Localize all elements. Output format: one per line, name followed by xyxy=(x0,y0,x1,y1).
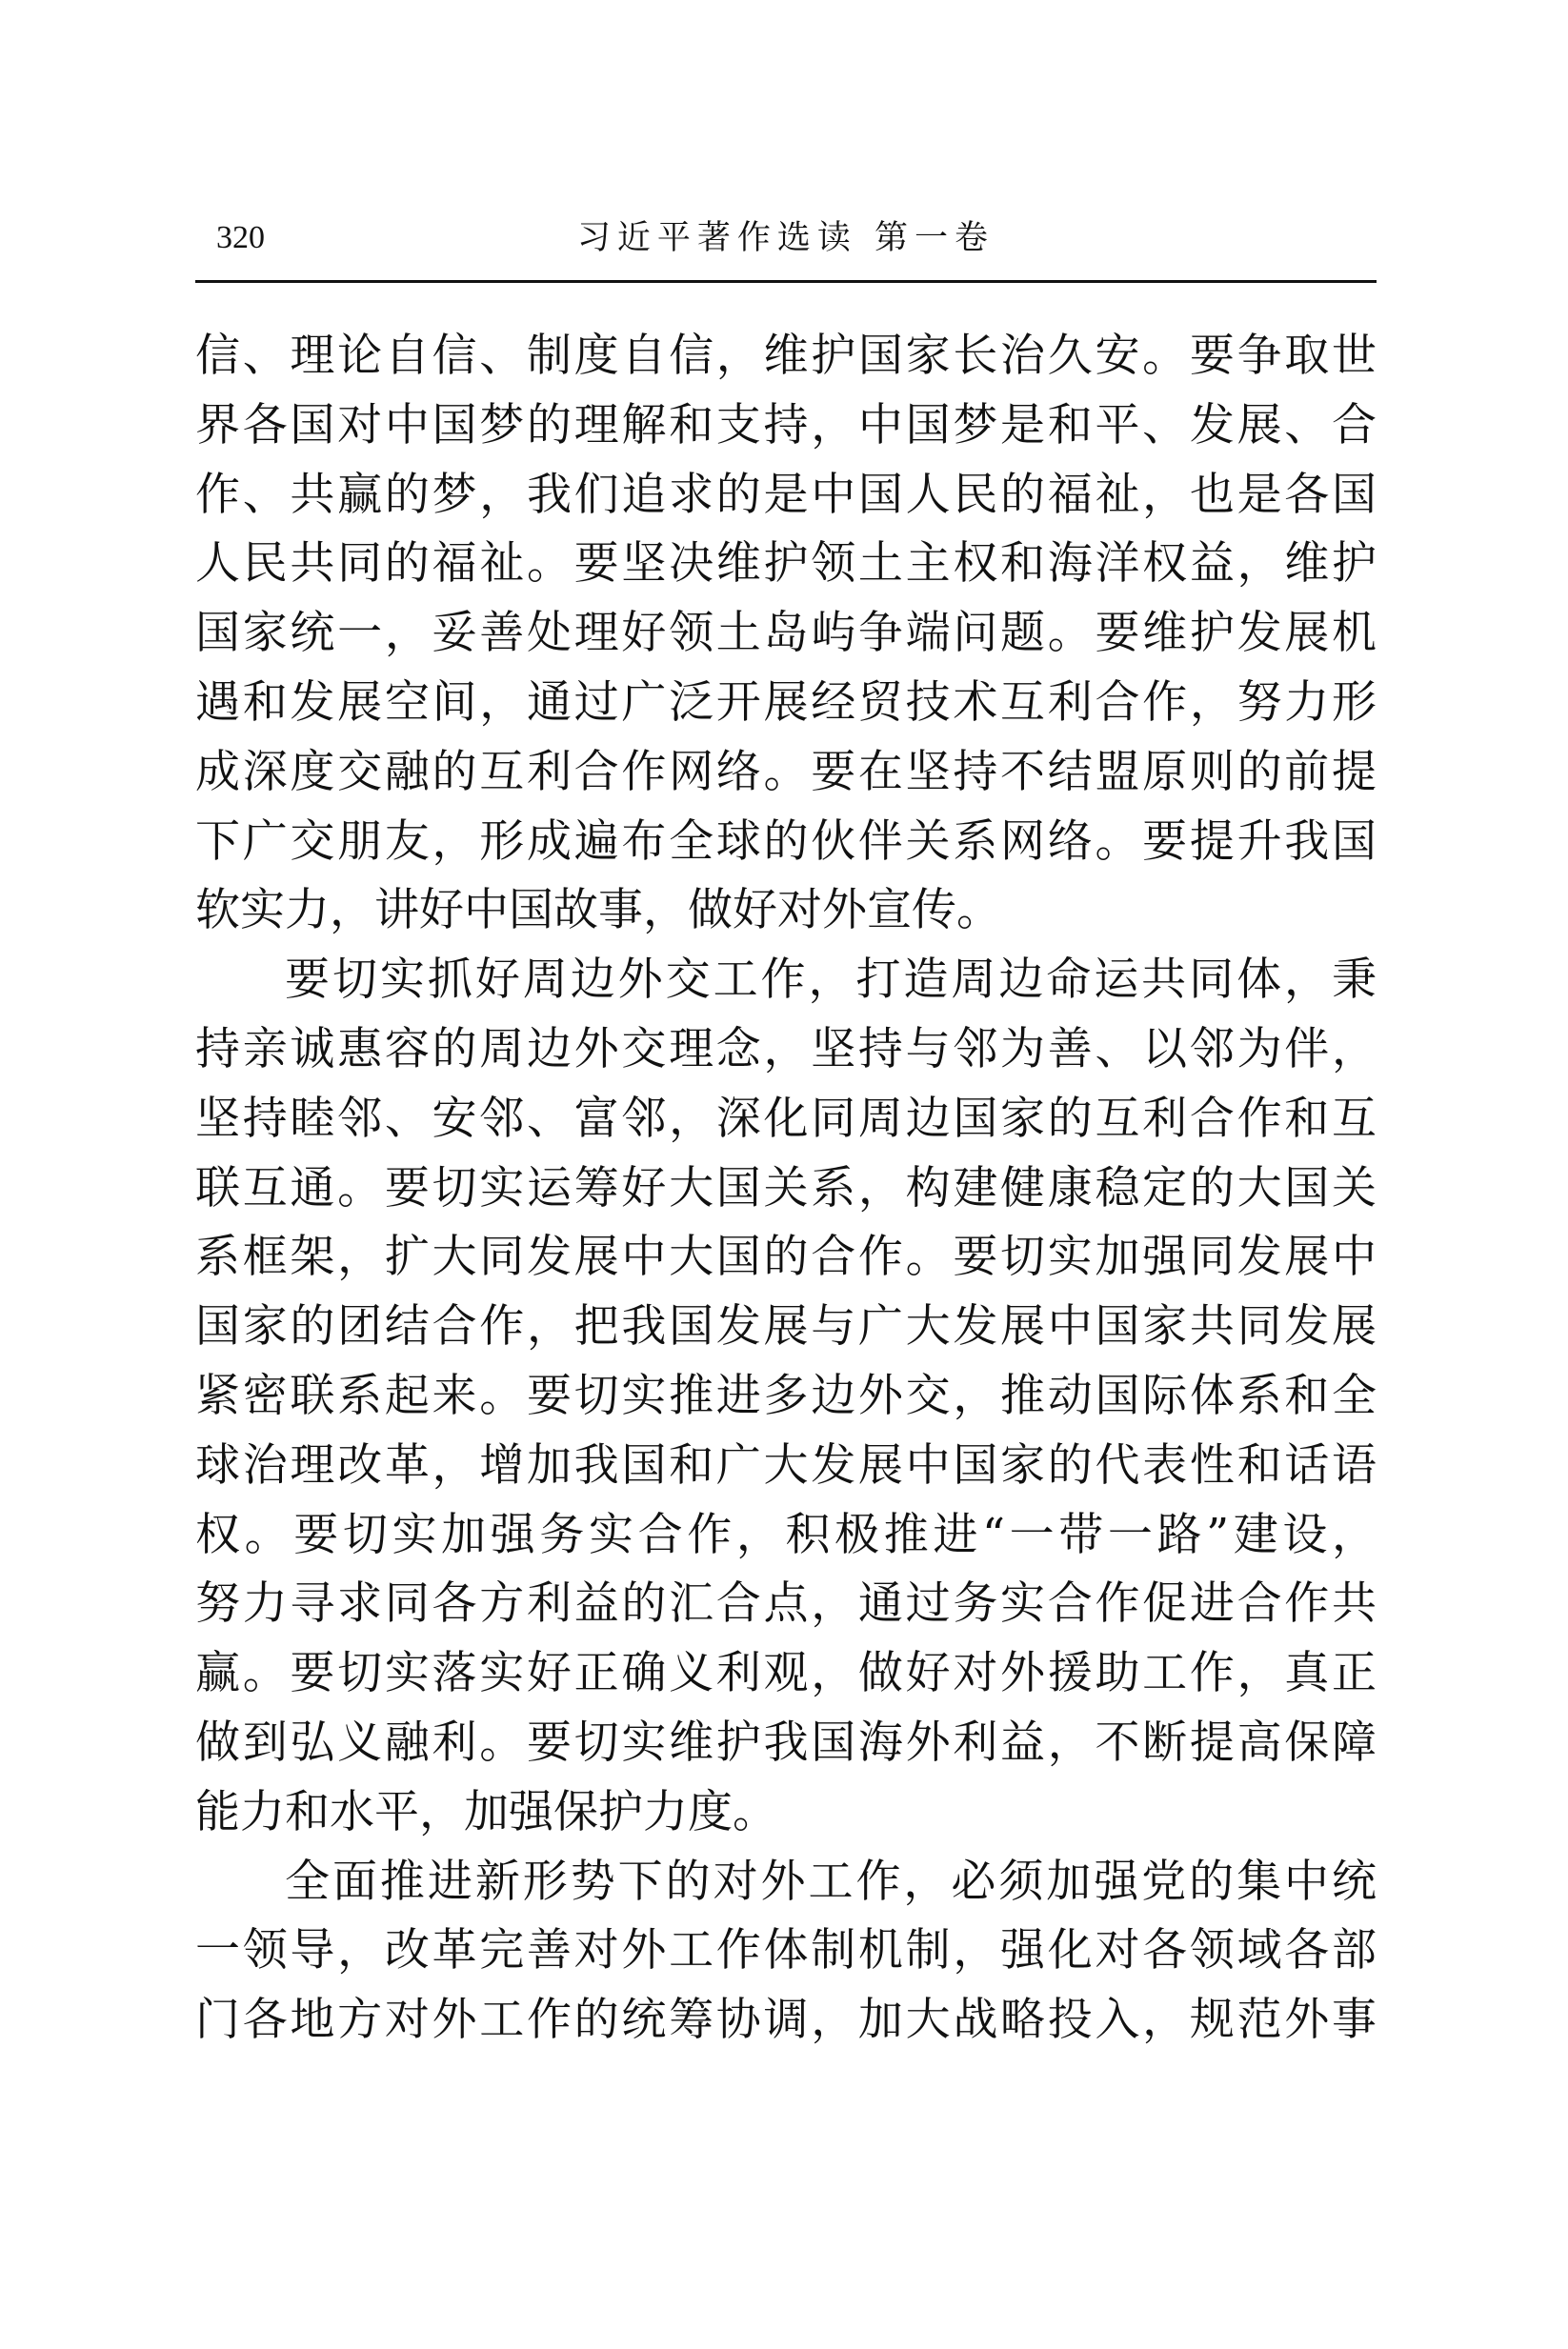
text-line: 努力寻求同各方利益的汇合点，通过务实合作促进合作共 xyxy=(195,1577,1377,1631)
text-line: 赢。要切实落实好正确义利观，做好对外援助工作，真正 xyxy=(195,1647,1377,1700)
text-line: 门各地方对外工作的统筹协调，加大战略投入，规范外事 xyxy=(195,1994,1377,2047)
text-line: 坚持睦邻、安邻、富邻，深化同周边国家的互利合作和互 xyxy=(195,1092,1377,1145)
text-line: 成深度交融的互利合作网络。要在坚持不结盟原则的前提 xyxy=(195,745,1377,798)
text-line: 作、共赢的梦，我们追求的是中国人民的福祉，也是各国 xyxy=(195,468,1377,521)
paragraph-start-line: 要切实抓好周边外交工作，打造周边命运共同体，秉 xyxy=(285,954,1377,1007)
text-line: 持亲诚惠容的周边外交理念，坚持与邻为善、以邻为伴， xyxy=(195,1022,1377,1075)
text-line: 做到弘义融利。要切实维护我国海外利益，不断提高保障 xyxy=(195,1716,1377,1769)
body-text xyxy=(195,322,1377,2056)
text-line: 界各国对中国梦的理解和支持，中国梦是和平、发展、合 xyxy=(195,398,1377,452)
paragraph-start-line: 全面推进新形势下的对外工作，必须加强党的集中统 xyxy=(285,1855,1377,1908)
text-line: 国家统一，妥善处理好领土岛屿争端问题。要维护发展机 xyxy=(195,607,1377,660)
running-header xyxy=(195,208,1377,276)
paragraph-end-line: 能力和水平，加强保护力度。 xyxy=(195,1785,777,1838)
text-line: 一领导，改革完善对外工作体制机制，强化对各领域各部 xyxy=(195,1924,1377,1978)
text-line: 遇和发展空间，通过广泛开展经贸技术互利合作，努力形 xyxy=(195,675,1377,729)
running-title: 习近平著作选读 第一卷 xyxy=(576,219,995,257)
paragraph-end-line: 软实力，讲好中国故事，做好对外宣传。 xyxy=(195,884,1001,937)
page-number: 320 xyxy=(216,220,265,255)
text-line: 人民共同的福祉。要坚决维护领土主权和海洋权益，维护 xyxy=(195,537,1377,591)
text-line: 紧密联系起来。要切实推进多边外交，推动国际体系和全 xyxy=(195,1369,1377,1422)
text-line: 国家的团结合作，把我国发展与广大发展中国家共同发展 xyxy=(195,1300,1377,1354)
text-line: 球治理改革，增加我国和广大发展中国家的代表性和话语 xyxy=(195,1438,1377,1492)
header-rule xyxy=(195,280,1377,283)
text-line: 信、理论自信、制度自信，维护国家长治久安。要争取世 xyxy=(195,330,1377,382)
text-line: 系框架，扩大同发展中大国的合作。要切实加强同发展中 xyxy=(195,1231,1377,1284)
text-line: 权。要切实加强务实合作，积极推进“一带一路”建设， xyxy=(195,1508,1377,1561)
text-line: 联互通。要切实运筹好大国关系，构建健康稳定的大国关 xyxy=(195,1161,1377,1215)
text-line: 下广交朋友，形成遍布全球的伙伴关系网络。要提升我国 xyxy=(195,814,1377,868)
